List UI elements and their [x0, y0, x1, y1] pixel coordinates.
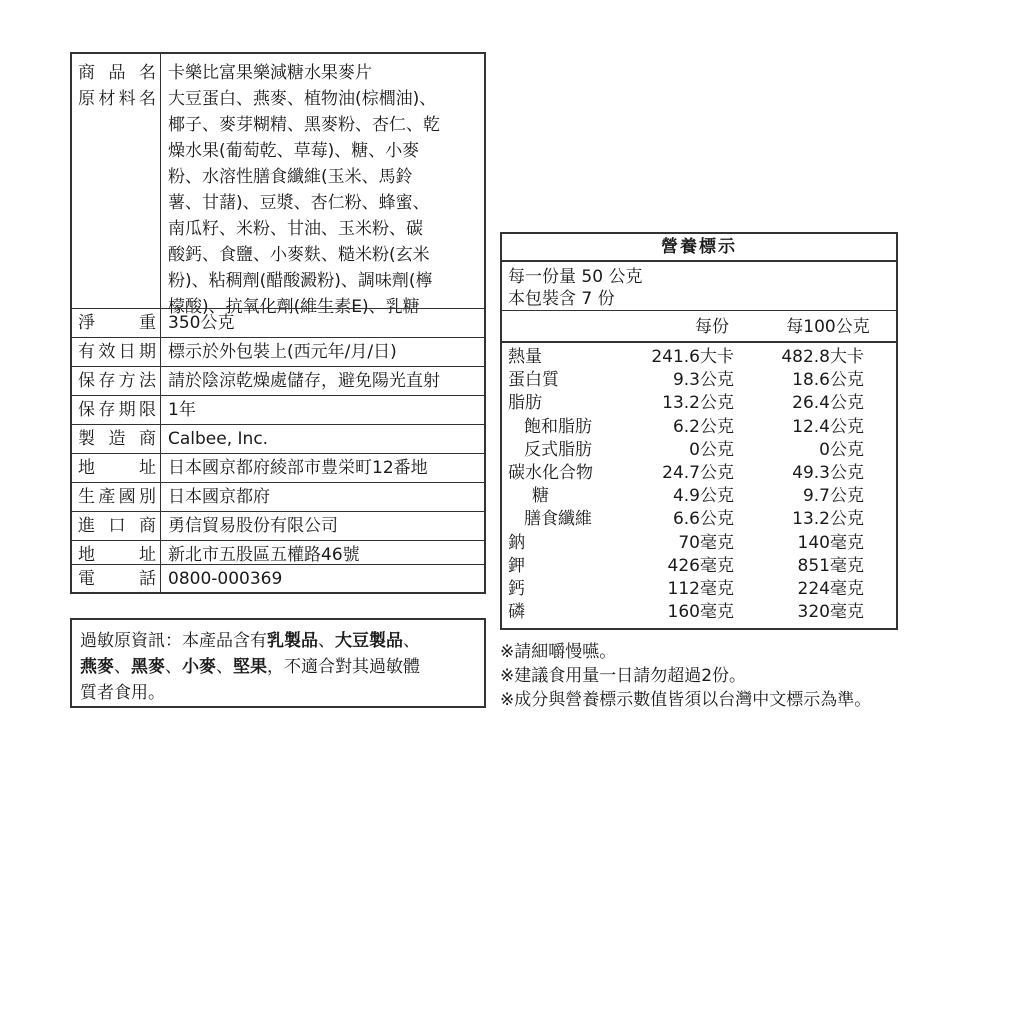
- value-per-serving: 112毫克: [667, 579, 734, 599]
- row-weight: [72, 308, 484, 337]
- nutrition-row: [502, 532, 896, 555]
- allergen-nuts: 堅果: [233, 657, 267, 677]
- nutrition-row: [502, 462, 896, 485]
- value-per-serving: 24.7公克: [662, 463, 734, 483]
- row-product-name: [72, 60, 484, 86]
- ingredients-value: [168, 86, 478, 320]
- value-per-100g: 320毫克: [797, 602, 864, 623]
- allergen-rye: 黑麥: [131, 657, 165, 677]
- row-origin: [72, 482, 484, 511]
- value-per-100g: 482.8大卡: [781, 347, 864, 367]
- row-phone: [72, 564, 484, 593]
- nutrient-name: 磷: [508, 602, 525, 623]
- allergen-dairy: 乳製品: [267, 631, 318, 651]
- nutrition-title: 營養標示: [502, 234, 896, 262]
- value-per-100g: 140毫克: [797, 532, 864, 553]
- value-per-serving: 241.6大卡: [651, 347, 734, 367]
- nutrition-row: [502, 369, 896, 392]
- nutrition-row: [502, 392, 896, 415]
- row-address: [72, 453, 484, 482]
- allergen-line: 質者食用。: [80, 683, 165, 703]
- note-line: ※請細嚼慢嚥。: [500, 642, 617, 662]
- allergen-separator: 、: [114, 657, 131, 677]
- product-name-value: 卡樂比富果樂減糖水果麥片: [168, 63, 372, 83]
- nutrient-name: 熱量: [508, 347, 542, 367]
- nutrition-row: [502, 439, 896, 462]
- maker-label: 製造商: [78, 429, 156, 449]
- row-ingredients: [72, 86, 484, 320]
- value-per-serving: 4.9公克: [672, 486, 734, 507]
- importer-label: 進口商: [78, 516, 156, 536]
- allergen-warning: ，不適合對其過敏體: [267, 657, 420, 677]
- ingredients-line: 大豆蛋白、燕麥、植物油(棕櫚油)、: [168, 89, 437, 109]
- ingredients-line: 酸鈣、食鹽、小麥麩、糙米粉(玄米: [168, 245, 430, 265]
- value-per-100g: 49.3公克: [792, 463, 864, 483]
- value-per-serving: 13.2公克: [662, 393, 734, 414]
- ingredients-line: 薯、甘藷)、豆漿、杏仁粉、蜂蜜、: [168, 193, 430, 213]
- product-info-table: [70, 52, 486, 594]
- value-per-100g: 851毫克: [797, 555, 864, 576]
- nutrient-name: 鈣: [508, 579, 525, 599]
- column-per-serving: 每份: [695, 317, 729, 337]
- product-name-label: 商品名: [78, 63, 156, 83]
- nutrient-name: 膳食纖維: [524, 509, 592, 530]
- note-line: ※建議食用量一日請勿超過2份。: [500, 666, 747, 686]
- allergen-soy: 大豆製品: [335, 631, 403, 651]
- ingredients-line: 粉、水溶性膳食纖維(玉米、馬鈴: [168, 167, 413, 187]
- row-expiry: [72, 337, 484, 366]
- row-importer: [72, 511, 484, 540]
- ingredients-line: 燥水果(葡萄乾、草莓)、糖、小麥: [168, 141, 420, 161]
- importer-address-value: 新北市五股區五權路46號: [168, 545, 360, 565]
- importer-value: 勇信貿易股份有限公司: [168, 516, 338, 536]
- nutrient-name: 蛋白質: [508, 370, 559, 391]
- allergen-info-box: [70, 618, 486, 708]
- nutrient-name: 飽和脂肪: [524, 416, 592, 437]
- allergen-separator: 、: [165, 657, 182, 677]
- value-per-100g: 18.6公克: [792, 370, 864, 391]
- allergen-intro: 過敏原資訊：本產品含有: [80, 631, 267, 651]
- maker-value: Calbee, Inc.: [168, 429, 269, 449]
- value-per-100g: 26.4公克: [792, 393, 864, 414]
- servings-per-pack: 本包裝含 7 份: [508, 289, 615, 309]
- ingredients-line: 椰子、麥芽糊精、黑麥粉、杏仁、乾: [168, 115, 440, 135]
- nutrition-row: [502, 601, 896, 624]
- nutrition-row: [502, 555, 896, 578]
- ingredients-line: 粉)、粘稠劑(醋酸澱粉)、調味劑(檸: [168, 271, 433, 291]
- allergen-line: [80, 628, 476, 654]
- nutrition-row: [502, 508, 896, 531]
- serving-size: 每一份量 50 公克: [508, 267, 643, 287]
- value-per-100g: 12.4公克: [792, 416, 864, 437]
- address-label: 地址: [78, 458, 156, 478]
- ingredients-label: 原材料名: [78, 89, 156, 109]
- nutrition-row: [502, 346, 896, 369]
- nutrient-name: 反式脂肪: [524, 439, 592, 460]
- header-divider: [502, 310, 896, 311]
- origin-label: 生產國別: [78, 487, 156, 507]
- note-line: ※成分與營養標示數值皆須以台灣中文標示為準。: [500, 690, 872, 710]
- weight-label: 淨重: [78, 313, 156, 333]
- nutrient-name: 鉀: [508, 555, 525, 576]
- importer-address-label: 地址: [78, 545, 156, 565]
- nutrient-name: 碳水化合物: [508, 463, 593, 483]
- header-divider: [502, 341, 896, 343]
- expiry-value: 標示於外包裝上(西元年/月/日): [168, 342, 397, 362]
- value-per-serving: 6.6公克: [672, 509, 734, 530]
- expiry-label: 有效日期: [78, 342, 156, 362]
- nutrition-row: [502, 416, 896, 439]
- shelf-life-value: 1年: [168, 400, 196, 420]
- value-per-100g: 0公克: [819, 439, 864, 460]
- row-storage: [72, 366, 484, 395]
- value-per-serving: 70毫克: [678, 532, 734, 553]
- nutrition-row: [502, 578, 896, 601]
- value-per-serving: 160毫克: [667, 602, 734, 623]
- allergen-wheat: 小麥: [182, 657, 216, 677]
- value-per-serving: 9.3公克: [672, 370, 734, 391]
- nutrient-name: 脂肪: [508, 393, 542, 414]
- nutrition-label: [500, 232, 898, 630]
- notes: [500, 640, 871, 712]
- phone-label: 電話: [78, 569, 156, 589]
- nutrient-name: 糖: [532, 486, 549, 507]
- nutrient-name: 鈉: [508, 532, 525, 553]
- value-per-100g: 224毫克: [797, 579, 864, 599]
- value-per-100g: 13.2公克: [792, 509, 864, 530]
- row-shelf-life: [72, 395, 484, 424]
- value-per-serving: 6.2公克: [672, 416, 734, 437]
- allergen-separator: 、: [403, 631, 420, 651]
- ingredients-line: 檬酸)、抗氧化劑(維生素E)、乳糖: [168, 297, 420, 317]
- value-per-serving: 0公克: [689, 439, 734, 460]
- allergen-oats: 燕麥: [80, 657, 114, 677]
- phone-value: 0800-000369: [168, 569, 283, 589]
- storage-label: 保存方法: [78, 371, 156, 391]
- shelf-life-label: 保存期限: [78, 400, 156, 420]
- ingredients-line: 南瓜籽、米粉、甘油、玉米粉、碳: [168, 219, 423, 239]
- address-value: 日本國京都府綾部市豊栄町12番地: [168, 458, 428, 478]
- weight-value: 350公克: [168, 313, 235, 333]
- column-per-100g: 每100公克: [786, 317, 870, 337]
- storage-value: 請於陰涼乾燥處儲存，避免陽光直射: [168, 371, 440, 391]
- allergen-separator: 、: [216, 657, 233, 677]
- allergen-line: [80, 654, 476, 680]
- row-maker: [72, 424, 484, 453]
- value-per-serving: 426毫克: [667, 555, 734, 576]
- value-per-100g: 9.7公克: [802, 486, 864, 507]
- origin-value: 日本國京都府: [168, 487, 270, 507]
- nutrition-row: [502, 485, 896, 508]
- allergen-separator: 、: [318, 631, 335, 651]
